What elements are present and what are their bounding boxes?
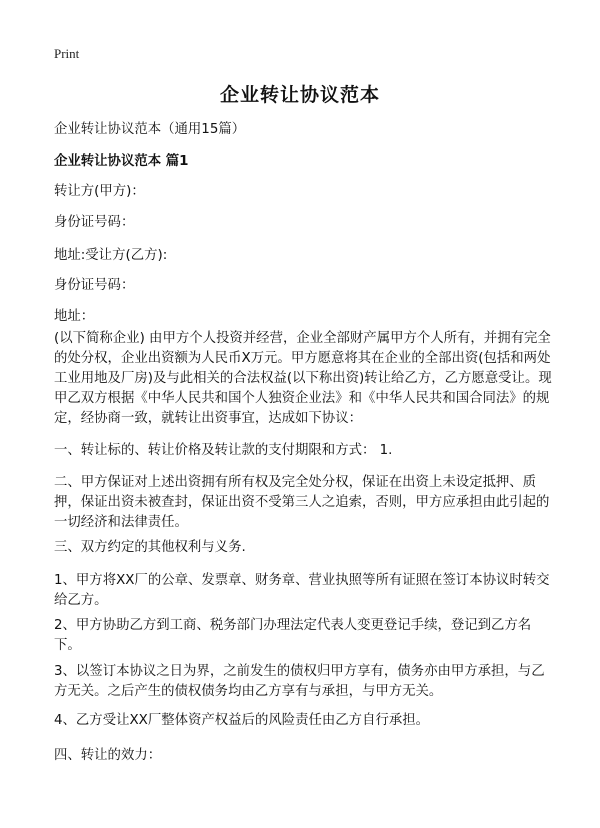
paragraph-clause-1: 一、转让标的、转让价格及转让款的支付期限和方式： 1. [54,443,393,458]
field-transferor: 转让方(甲方)： [54,184,145,199]
print-label: Print [54,46,80,61]
section-heading: 企业转让协议范本 篇1 [54,154,189,169]
paragraph-item-4: 4、乙方受让XX厂整体资产权益后的风险责任由乙方自行承担。 [54,713,430,728]
document-subtitle: 企业转让协议范本（通用15篇） [54,122,246,137]
paragraph-intro: (以下简称企业) 由甲方个人投资并经营，企业全部财产属甲方个人所有，并拥有完全的处分权，企业出资额为人民币X万元。甲方愿意将其在企业的全部出资(包括和两处工业用地及厂房)及与此相关的合法权益(以下称出资)转让给乙方，乙方愿意受让。现甲乙双方根据《中华人民共和国个人独资企业法》和《中华人民共和国合同法》的规定，经协商一致，就转让出资事宜，达成如下协议： [54,331,552,426]
field-address-transferee: 地址:受让方(乙方): [54,248,168,263]
paragraph-item-2: 2、甲方协助乙方到工商、税务部门办理法定代表人变更登记手续，登记到乙方名下。 [54,618,532,653]
paragraph-clause-2: 二、甲方保证对上述出资拥有所有权及完全处分权，保证在出资上未设定抵押、质押，保证出资未被查封，保证出资不受第三人之追索，否则，甲方应承担由此引起的一切经济和法律责任。 [54,475,550,530]
paragraph-clause-4: 四、转让的效力： [54,748,162,763]
field-address: 地址： [54,309,95,324]
field-id-number-b: 身份证号码： [54,278,135,293]
paragraph-clause-3: 三、双方约定的其他权利与义务. [54,540,246,555]
document-title: 企业转让协议范本 [219,84,380,106]
paragraph-item-1: 1、甲方将XX厂的公章、发票章、财务章、营业执照等所有证照在签订本协议时转交给乙方。 [54,573,550,608]
field-id-number-a: 身份证号码： [54,215,135,230]
paragraph-item-3: 3、以签订本协议之日为界，之前发生的债权归甲方享有，债务亦由甲方承担，与乙方无关。之后产生的债权债务均由乙方享有与承担，与甲方无关。 [54,664,545,699]
